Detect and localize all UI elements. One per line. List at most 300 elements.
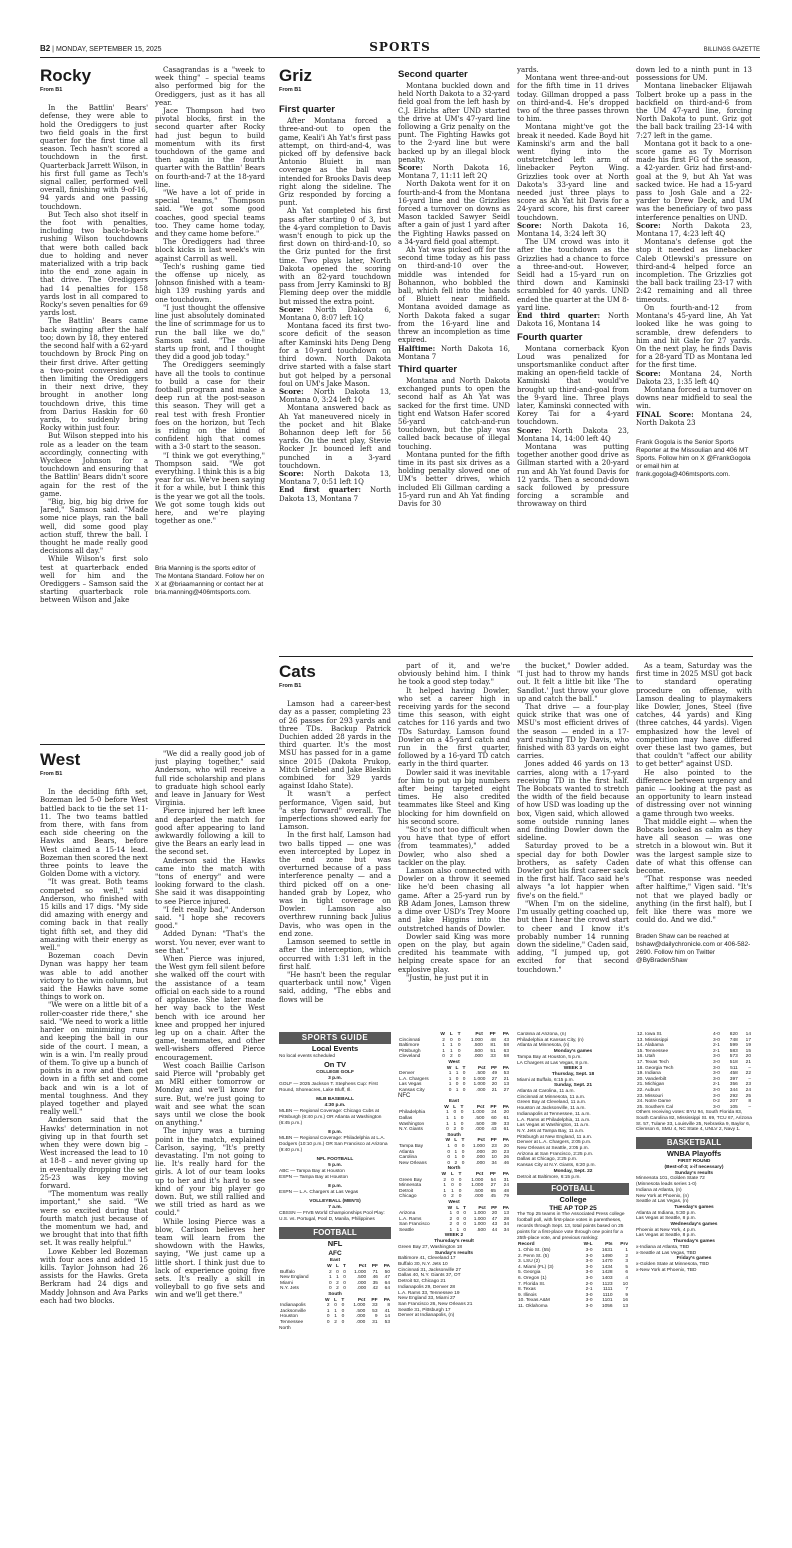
score-label: Score: xyxy=(398,163,423,173)
stat-cell: 6 xyxy=(625,1270,628,1276)
stat-cell: 1470 xyxy=(601,1259,613,1265)
score-line xyxy=(517,312,629,328)
stat-cell: 10 xyxy=(622,1281,628,1287)
list-item: Tampa Bay at Houston, 5 p.m. xyxy=(517,1054,582,1060)
stat-cell: 3-0 xyxy=(585,1270,593,1276)
stat-cell: 23 xyxy=(491,1143,497,1149)
stat-cell: 15 xyxy=(745,1048,751,1054)
score-text: North Dakota 13, Montana 7, 0:51 left 1Q xyxy=(279,469,391,487)
list-item: New York at Phoenix, (n) xyxy=(636,1193,689,1199)
paragraph: Anderson said the Hawks came into the match with "tons of energy" and were looking forward to the clash. She said it was disappointing to see Pierce injured. xyxy=(155,856,265,906)
stat-cell: 1 xyxy=(451,1188,454,1194)
score-text: Montana 24, North Dakota 23 xyxy=(636,410,752,427)
paragraph: Montana and North Dakota exchanged punts to open the second half as Ah Yat was sacked for the first time. UND tight end Watson Hafer scored 56-yard catch-and-run touchdown, but the play was called back because of illegal touching. xyxy=(398,376,510,451)
college-football-heading: FOOTBALL xyxy=(517,1183,629,1195)
on-tv-heading: On TV xyxy=(323,1060,347,1070)
paragraph: Pierce injured her left knee and departed the match for good after appearing to land awkwardly following a kill to give the Bears an early lead in the second set. xyxy=(155,807,265,857)
west-jump: From B1 xyxy=(40,771,63,777)
team-name: 1. Ohio St. (55) xyxy=(518,1248,551,1254)
stat-cell: 0 xyxy=(451,1183,454,1189)
paragraph: Montana got it back to a one-score game as Ty Morrison made his first FG of the season, a 42-yarder. Griz had first-and-goal at the 9, but Ah Yat was sacked twice. He had a 15-yard pass to Josh Gale and a 22-yarder to Drew Deck, and UM was the beneficiary of two pass interference penalties on UND. xyxy=(636,139,752,222)
rocky-headline: Rocky xyxy=(40,66,92,85)
paragraph: Montana's defense got the stop it needed as linebacker Caleb Otlewski's pressure on third-and-4 helped force an incompletion. The Grizzlies got the ball back trailing 23-17 with 2:42 remaining and all three timeouts. xyxy=(636,238,752,304)
score-text: North Dakota 13, Montana 7 xyxy=(279,486,391,503)
stat-cell: 49 xyxy=(491,1071,498,1077)
paragraph: Lowe Kebber led Bozeman with four aces and added 15 kills. Taylor Johnson had 26 assists for the Hawks. Greta Berkram had 24 digs and Maddy Johnson and Ava Parks each had two blocks. xyxy=(40,1247,148,1305)
stat-cell: 9 xyxy=(374,1314,378,1320)
team-name: New Orleans xyxy=(399,1160,427,1166)
tv-listing: ABC — Tampa Bay at Houston ESPN — Tampa Bay at Houston xyxy=(279,1169,348,1181)
ap-and-wnba xyxy=(636,1032,752,1512)
stat-cell: 21 xyxy=(491,1087,498,1093)
afc-west-standings xyxy=(398,1060,510,1094)
stat-cell: 1.000 xyxy=(473,1222,486,1228)
stat-cell: 0 xyxy=(461,1149,465,1155)
stat-cell: 20 xyxy=(503,1110,509,1116)
paragraph: Montana went three-and-out for the fifth time in 11 drives today. Gillman dropped a pass on third-and-4. He's dropped two of the three passes thrown to him. xyxy=(517,74,629,124)
stat-cell: 24 xyxy=(503,1183,509,1189)
stat-cell: 0 xyxy=(463,1222,467,1228)
wnba-thursday-games xyxy=(636,1245,752,1256)
score-line xyxy=(279,470,391,486)
stat-cell: 26 xyxy=(503,1155,509,1161)
column-header: PF xyxy=(371,1297,378,1303)
stat-cell: 8 xyxy=(387,1303,390,1309)
team-name: 11. Oklahoma xyxy=(518,1304,548,1310)
stat-cell: 0 xyxy=(457,1037,461,1043)
stat-cell: 2 xyxy=(449,1216,453,1222)
stat-cell: 81 xyxy=(490,1043,496,1049)
stat-cell: 34 xyxy=(503,1227,509,1233)
wnba-sunday-results xyxy=(636,1176,752,1205)
stat-cell: 0 xyxy=(326,1319,330,1325)
column-header: T xyxy=(461,1138,465,1144)
stat-cell: .500 xyxy=(475,1121,485,1127)
list-item: LA Chargers at Las Vegas, 8 p.m. xyxy=(517,1060,589,1066)
stat-cell: 61 xyxy=(503,1116,509,1122)
stat-cell: 35 xyxy=(372,1280,378,1286)
stat-cell: 7 xyxy=(625,1287,628,1293)
stat-cell: 0 xyxy=(341,1303,345,1309)
stat-cell: 14 xyxy=(384,1314,390,1320)
stat-cell: 1.000 xyxy=(473,1216,486,1222)
column-header: PA xyxy=(383,1264,390,1269)
paragraph: As a team, Saturday was the first time in 2025 MSU got back to standard operating procedure on offense, with Lamson dealing to playmakers like Dowler, Jones, Steel (five catches, 44 yards) and King (three catches, 44 yards). Vigen emphasized how the level of competition may have differed over these last two games, but that couldn't "affect our ability to get better" against USD. xyxy=(636,662,752,769)
team-name: 20. Vanderbilt xyxy=(637,1076,667,1082)
stat-cell: 3-0 xyxy=(712,1065,720,1071)
sunday-results-heading: Sunday's results xyxy=(434,1250,474,1256)
paragraph: "It was great. Both teams competed so well," said Anderson, who finished with 15 kills and 17 digs. "My side did amazing with energy and coming back in that really tight fifth set, and they did amazing with their energy as well." xyxy=(40,878,148,953)
column-header: PA xyxy=(502,1138,509,1144)
column-header: W xyxy=(445,1138,451,1144)
list-item: Indianapolis at Tennessee, 11 a.m. xyxy=(517,1111,591,1117)
stat-cell: 47 xyxy=(384,1275,390,1281)
team-name: 3. LSU (2) xyxy=(518,1259,540,1265)
stat-cell: 1056 xyxy=(601,1304,613,1310)
stat-cell: 79 xyxy=(503,1194,509,1200)
stat-cell: 2-1 xyxy=(712,1048,720,1054)
stat-cell: 33 xyxy=(372,1303,378,1309)
stat-cell: .500 xyxy=(476,1071,486,1077)
team-name: 9. Illinois xyxy=(518,1292,537,1298)
stat-cell: 0 xyxy=(448,1087,452,1093)
stat-cell: 51 xyxy=(490,1048,496,1054)
team-name: 25. Southern Cal xyxy=(637,1104,674,1110)
cats-column-1 xyxy=(279,662,391,1028)
stat-cell: 511 xyxy=(730,1065,738,1071)
stat-cell: 1 xyxy=(448,1076,452,1082)
list-item: Cincinnati at Minnesota, 11 a.m. xyxy=(517,1094,586,1100)
score-line xyxy=(279,306,391,322)
best-of-note: (Best-of-3; x-if necessary) xyxy=(664,1165,724,1171)
stat-cell: 0 xyxy=(343,1280,346,1286)
team-name: L.A. Rams xyxy=(399,1216,422,1222)
division-label: East xyxy=(329,1258,341,1264)
team-name: 18. Georgia Tech xyxy=(637,1065,674,1071)
stat-cell: 2 xyxy=(443,1177,447,1183)
column-header: L xyxy=(454,1138,458,1144)
griz-column-1 xyxy=(279,66,391,654)
team-name: Arizona xyxy=(399,1211,416,1217)
stat-cell: 0 xyxy=(456,1216,460,1222)
column-header: Pts xyxy=(605,1242,613,1248)
column-header: T xyxy=(463,1205,467,1211)
stat-cell: 0 xyxy=(343,1269,346,1275)
stat-cell: 0 xyxy=(453,1110,457,1116)
west-body-2 xyxy=(155,750,265,1300)
wnba-friday-heading: Friday's games xyxy=(676,1256,712,1262)
griz-column-4 xyxy=(636,66,752,654)
column-header: T xyxy=(341,1297,345,1303)
list-item: San Francisco 26, New Orleans 21 xyxy=(398,1301,473,1307)
stat-cell: 21 xyxy=(503,1076,509,1082)
table-row xyxy=(517,1304,629,1310)
ap-poll-table-cont xyxy=(636,1032,752,1110)
stat-cell: 4 xyxy=(625,1276,628,1282)
stat-cell: 2 xyxy=(336,1280,339,1286)
stat-cell: 0 xyxy=(446,1127,449,1133)
wnba-thursday-heading: Thursday's games xyxy=(673,1239,715,1245)
score-label: Score: xyxy=(279,468,304,478)
stat-cell: 2 xyxy=(454,1160,458,1166)
stat-cell: 3-0 xyxy=(712,1071,720,1077)
stat-cell: 0 xyxy=(457,1048,461,1054)
stat-cell: 3 xyxy=(625,1259,628,1265)
paragraph: When Pierce was injured, the West gym fell silent before she walked off the court with the assistance of a team official on each side to a round of applause. She later made her way back to the West bench with ice around her knee and propped her injured leg up on a chair. After the game, teammates, and other well-wishers offered Pierce encouragement. xyxy=(155,955,265,1062)
column-header: T xyxy=(458,1171,462,1177)
stat-cell: 3-0 xyxy=(585,1292,593,1298)
divider xyxy=(279,656,753,657)
stat-cell: 33 xyxy=(490,1054,496,1060)
stat-cell: 65 xyxy=(490,1188,496,1194)
griz-column-2 xyxy=(398,66,510,654)
stat-cell: 0 xyxy=(463,1227,467,1233)
stat-cell: 28 xyxy=(503,1216,509,1222)
paragraph: That drive — a four-play quick strike that was one of MSU's most efficient drives of the season — ended in a 17-yard rushing TD by Davis, who finished with 83 yards on eight carries. xyxy=(517,703,629,761)
stat-cell: 0 xyxy=(334,1303,337,1309)
score-label: Score: xyxy=(517,425,542,435)
stat-cell: 1631 xyxy=(601,1248,613,1254)
stat-cell: 27 xyxy=(490,1183,496,1189)
team-name: Detroit xyxy=(399,1188,414,1194)
paragraph: "When I'm on the sideline, I'm usually getting coached up, but then I hear the crowd start to cheer and I know it's probably number 14 running down the sideline," Caden said, adding, "I jumped up, got excited for that second touchdown." xyxy=(517,899,629,974)
list-item: Las Vegas at Washington, 11 a.m. xyxy=(517,1123,590,1129)
stat-cell: 1434 xyxy=(601,1264,613,1270)
stat-cell: 292 xyxy=(729,1093,738,1099)
team-name: 19. Indiana xyxy=(637,1071,661,1077)
list-item: Detroit at Baltimore, 6:15 p.m. xyxy=(517,1174,581,1180)
stat-cell: 64 xyxy=(384,1280,390,1286)
tv-listing: GOLF — 2025 Jackson T. Stephens Cup: First Round, Shoreacres, Lake Bluff, Ill. xyxy=(279,1082,378,1094)
list-item: Las Vegas at Seattle, 8 p.m. xyxy=(636,1233,696,1239)
wnba-heading: WNBA Playoffs xyxy=(666,1149,722,1159)
college-heading: College xyxy=(559,1195,587,1205)
stat-cell: .500 xyxy=(356,1275,367,1281)
griz-body-3 xyxy=(517,66,629,509)
score-label: Score: xyxy=(517,220,542,230)
stat-cell: .000 xyxy=(475,1149,485,1155)
stat-cell: 1.000 xyxy=(470,1037,483,1043)
stat-cell: 0 xyxy=(455,1076,459,1082)
list-item: Seattle at Las Vegas, (n) xyxy=(636,1199,689,1205)
stat-cell: 1 xyxy=(328,1275,332,1281)
week3-sunday-heading: Sunday, Sept. 21 xyxy=(553,1083,593,1089)
stat-cell: – xyxy=(748,1065,751,1071)
thursday-result-heading: Thursday's result xyxy=(434,1239,474,1245)
stat-cell: 42 xyxy=(372,1286,378,1292)
column-header: W xyxy=(444,1104,449,1110)
griz-column-3 xyxy=(517,66,629,654)
nfl-heading: NFL xyxy=(327,1239,343,1249)
stat-cell: 748 xyxy=(729,1037,738,1043)
cats-column-3 xyxy=(517,662,629,1028)
nfc-heading: NFC xyxy=(398,1092,411,1099)
stat-cell: 0 xyxy=(462,1076,466,1082)
list-item: Carolina at Arizona, (n) xyxy=(517,1032,567,1037)
paragraph: the bucket," Dowler added. "I just had to throw my hands out. It felt a little bit like 'The Sandlot.' Just throw your glove up and catch the ball." xyxy=(517,662,629,703)
stat-cell: 0 xyxy=(442,1054,445,1060)
stat-cell: 50 xyxy=(384,1269,390,1275)
afc-heading: AFC xyxy=(328,1250,342,1258)
column-header: L xyxy=(335,1264,339,1269)
column-header: L xyxy=(455,1065,459,1071)
cats-column-2 xyxy=(398,662,510,1028)
paragraph: Montana punted for the fifth time in its past six drives as a holding penalty slowed one of UM's better drives, which included Eli Gillman carding a 15-yard run and Ah Yat finding Davis for 30 xyxy=(398,450,510,508)
list-item: Denver at L.A. Chargers, 2:05 p.m. xyxy=(517,1140,592,1146)
stat-cell: 356 xyxy=(729,1082,738,1088)
paragraph: Saturday proved to be a special day for both Dowler brothers, as safety Caden Dowler got his first career sack in the first half. Taco said he's always "a lot happier when five's on the field." xyxy=(517,842,629,900)
paragraph: On fourth-and-12 from Montana's 45-yard line, Ah Yat looked like he was going to scramble, drew defenders to him and hit Gale for 27 yards. On the next play, he finds Davis for a 28-yard TD as Montana led for the first time. xyxy=(636,303,752,370)
stat-cell: 2 xyxy=(442,1037,445,1043)
stat-cell: 3-0 xyxy=(712,1059,720,1065)
score-text: Montana 24, North Dakota 23, 1:35 left 4Q xyxy=(636,369,752,386)
ap-heading: THE AP TOP 25 xyxy=(549,1205,597,1213)
division-label: South xyxy=(447,1132,461,1138)
nfl-schedule xyxy=(517,1032,629,1512)
team-name: Tampa Bay xyxy=(399,1143,423,1149)
stat-cell: 1 xyxy=(443,1183,447,1189)
stat-cell: .000 xyxy=(355,1319,366,1325)
paragraph: Tech's rushing game tied the offense up nicely, as Johnson finished with a team-high 139 rushing yards and one touchdown. xyxy=(155,262,265,304)
stat-cell: 34 xyxy=(491,1160,497,1166)
stat-cell: 64 xyxy=(384,1286,390,1292)
team-name: 13. Mississippi xyxy=(637,1037,669,1043)
team-name: San Francisco xyxy=(399,1222,430,1228)
stat-cell: 24 xyxy=(745,1087,751,1093)
team-name: Carolina xyxy=(399,1155,417,1161)
paragraph: While losing Pierce was a blow, Carlson believes her team will learn from the showdown with the Hawks, saying, "We just came up a little short. I think just due to lack of experience going five sets. It's really a skill in volleyball to go five sets and win and we'll get there." xyxy=(155,1217,265,1300)
wnba-wednesday-games xyxy=(636,1228,752,1239)
basketball-heading: BASKETBALL xyxy=(636,1137,752,1149)
stat-cell: 573 xyxy=(729,1054,738,1060)
divider xyxy=(40,744,265,745)
score-line xyxy=(636,411,752,427)
stat-cell: 1428 xyxy=(601,1270,613,1276)
paragraph: part of it, and we're obviously behind him. I think he took a good step today." xyxy=(398,662,510,687)
paragraph: Dowler said King was more open on the play, but again credited his teammate with helping create space for an explosive play. xyxy=(398,932,510,974)
stat-cell: 3-0 xyxy=(585,1276,593,1282)
stat-cell: 1.000 xyxy=(473,1082,486,1088)
stat-cell: 820 xyxy=(729,1032,738,1037)
stat-cell: 53 xyxy=(384,1319,390,1325)
tv-time: 8 p.m. xyxy=(328,1130,342,1136)
stat-cell: 1 xyxy=(455,1071,459,1077)
stat-cell: 1.000 xyxy=(472,1110,485,1116)
first-round-heading: FIRST ROUND xyxy=(677,1159,711,1165)
stat-cell: .500 xyxy=(473,1188,484,1194)
paragraph: The Orediggers had three block kicks in last week's win against Carroll as well. xyxy=(155,238,265,263)
page-header xyxy=(40,40,760,58)
week3-monday-games xyxy=(517,1175,629,1181)
score-label: FINAL Score: xyxy=(636,409,694,419)
stat-cell: 0 xyxy=(447,1155,451,1161)
stat-cell: 24 xyxy=(491,1110,497,1116)
stat-cell: 53 xyxy=(372,1308,378,1314)
stat-cell: .500 xyxy=(355,1308,366,1314)
stat-cell: 54 xyxy=(490,1177,496,1183)
team-name: 5. Georgia xyxy=(518,1270,541,1276)
stat-cell: 2 xyxy=(451,1194,454,1200)
sports-guide xyxy=(279,1032,391,1512)
score-label: Score: xyxy=(279,386,304,396)
stat-cell: 1 xyxy=(442,1048,445,1054)
stat-cell: 39 xyxy=(491,1121,497,1127)
wnba-tuesday-heading: Tuesday's games xyxy=(674,1204,714,1210)
paragraph: Montana might've got the break it needed. Kade Boyd hit Kaminski's arm and the ball went flying into the outstretched left arm of linebacker Peyton Wing. Grizzlies took over at North Dakota's 33-yard line and needed just three plays to score as Ah Yat hit Davis for a 24-yard score, his first career touchdown. xyxy=(517,123,629,222)
stat-cell: 1 xyxy=(454,1149,458,1155)
paragraph: But Tech also shot itself in the foot with penalties, including two back-to-back rushing Wilson touchdowns that were both called back due to holding and never materialized with a trip back into the end zone again in that drive. The Orediggers had 14 penalties for 158 yards lost in all compared to Rocky's seven penalties for 69 yards lost. xyxy=(40,210,148,318)
column-header: W xyxy=(441,1171,447,1177)
paragraph: Lamson seemed to settle in after the interception, which occurred with 1:31 left in the first half. xyxy=(279,938,391,971)
stat-cell: 0-2 xyxy=(712,1099,720,1105)
stat-cell: 33 xyxy=(503,1121,509,1127)
stat-cell: 0 xyxy=(462,1071,466,1077)
stat-cell: 0 xyxy=(456,1222,460,1228)
column-header: T xyxy=(457,1032,461,1037)
list-item: (Minnesota leads series 1-0) xyxy=(636,1182,697,1188)
stat-cell: 16 xyxy=(622,1298,628,1304)
column-header: PA xyxy=(502,1205,509,1211)
stat-cell: 2 xyxy=(326,1303,330,1309)
column-header: PF xyxy=(490,1065,498,1071)
west-column-1 xyxy=(40,750,148,1508)
cats-headline: Cats xyxy=(279,662,316,681)
stat-cell: 3-0 xyxy=(712,1093,720,1099)
nfl-standings-2 xyxy=(398,1032,510,1512)
stat-cell: 0 xyxy=(457,1054,461,1060)
sports-guide-title: SPORTS GUIDE xyxy=(279,1032,391,1044)
stat-cell: 0 xyxy=(457,1043,461,1049)
list-item: L.A. Rams 33, Tennessee 19 xyxy=(398,1290,460,1296)
tv-listing: MLBN — Regional Coverage: Philadelphia at L.A. Dodgers (10:10 p.m.) OR San Francisco at Arizona (9:40 p.m.) xyxy=(279,1136,388,1154)
column-header: L xyxy=(334,1297,337,1303)
stat-cell: 46 xyxy=(503,1160,509,1166)
wnba-sunday-heading: Sunday's results xyxy=(674,1170,714,1176)
team-name: Minnesota xyxy=(399,1183,422,1189)
stat-cell: 1 xyxy=(454,1155,458,1161)
team-name: 14. Alabama xyxy=(637,1043,664,1049)
stat-cell: 1 xyxy=(334,1314,337,1320)
list-item: Phoenix at New York, 4 p.m. xyxy=(636,1227,697,1233)
paragraph: yards. xyxy=(517,66,539,74)
tv-time: 4:30 p.m. xyxy=(324,1103,346,1109)
paragraph: Montana was putting together another good drive as Gillman started with a 20-yard run and Ah Yat found Davis for 12 yards. Then a second-down sack followed by pressure forcing a scramble and throwaway on third xyxy=(517,442,629,509)
paragraph: Montana cornerback Kyon Loud was penalized for unsportsmanlike conduct after making an open-field tackle of Kaminski that would've brought up third-and-goal from the 9-yard line. Three plays later, Kaminski connected with Korey Tai for a 4-yard touchdown. xyxy=(517,344,629,427)
stat-cell: 0 xyxy=(460,1110,464,1116)
stat-cell: 0 xyxy=(447,1160,451,1166)
stat-cell: 13 xyxy=(622,1304,628,1310)
list-item: x-Golden State at Minnesota, TBD xyxy=(636,1261,709,1267)
stat-cell: 0 xyxy=(341,1314,345,1320)
griz-body-4 xyxy=(636,66,752,427)
list-item: New Orleans at Seattle, 2:05 p.m. xyxy=(517,1146,589,1152)
paragraph: The Orediggers seemingly have all the tools to continue to build a case for their football program and make a deep run at the post-season this season. They will get a real test with fresh Frontier foes on the horizon, but Tech is riding on the kind of confident high that comes with a 3-0 start to the season. xyxy=(155,361,265,452)
division-label: West xyxy=(448,1059,460,1065)
list-item: Dallas 40, N.Y. Giants 37, OT xyxy=(398,1273,461,1279)
stat-cell: 2-1 xyxy=(585,1287,593,1293)
stat-cell: 20 xyxy=(745,1054,751,1060)
stat-cell: 45 xyxy=(490,1194,496,1200)
stat-cell: 518 xyxy=(729,1059,738,1065)
score-text: North Dakota 23, Montana 17, 4:23 left 4Q xyxy=(636,221,752,239)
list-item: Denver at Indianapolis, (n) xyxy=(398,1313,455,1319)
stat-cell: 1 xyxy=(456,1227,460,1233)
list-item: Las Vegas at Seattle, 8 p.m. xyxy=(636,1216,696,1222)
division-label: South xyxy=(328,1291,342,1297)
paragraph: "We did a really good job of just playing together," said Anderson, who will receive a full ride scholarship and plans to graduate high school early and leave in January for West Virginia. xyxy=(155,750,265,808)
monday-games xyxy=(517,1055,629,1066)
stat-cell: .000 xyxy=(355,1314,366,1320)
stat-cell: 0 xyxy=(462,1087,466,1093)
paragraph: It helped having Dowler, who set a career high in receiving yards for the second time this season, with eight catches for 116 yards and two TDs Saturday. Lamson found Dowler on a 45-yard catch and run in the first quarter, followed by a 16-yard TD catch early in the third quarter. xyxy=(398,686,510,769)
stat-cell: 23 xyxy=(503,1149,509,1155)
column-header: W xyxy=(327,1264,332,1269)
column-header: W xyxy=(446,1065,452,1071)
ap-description: The Top 25 teams in The Associated Press college football poll, with first-place votes in parentheses, records through Sept. 13, total points based on 25 points for a first-place vote through one point for a 25th-place vote, and previous ranking: xyxy=(517,1212,625,1242)
team-name: Cincinnati xyxy=(399,1037,421,1043)
paragraph: Ah Yat completed his first pass after starting 0 of 3, but the 4-yard completion to Davis wasn't enough to pick up the first down on third-and-10, so the Griz punted for the first time. Two plays later, North Dakota opened the scoring with an 82-yard touchdown pass from Jerry Kaminski to BJ Fleming deep over the middle but missed the extra point. xyxy=(279,207,391,306)
team-name: Cleveland xyxy=(399,1054,421,1060)
column-header: L xyxy=(450,1171,454,1177)
griz-jump: From B1 xyxy=(279,87,302,93)
stat-cell: 58 xyxy=(503,1043,509,1049)
stat-cell: 1 xyxy=(447,1143,451,1149)
column-header: PA xyxy=(502,1104,509,1110)
score-text: North Dakota 16, Montana 7 xyxy=(398,344,510,361)
stat-cell: 46 xyxy=(372,1275,378,1281)
list-item: x-Indiana at Atlanta, TBD xyxy=(636,1244,690,1250)
list-item: Detroit 52, Chicago 21 xyxy=(398,1279,446,1285)
